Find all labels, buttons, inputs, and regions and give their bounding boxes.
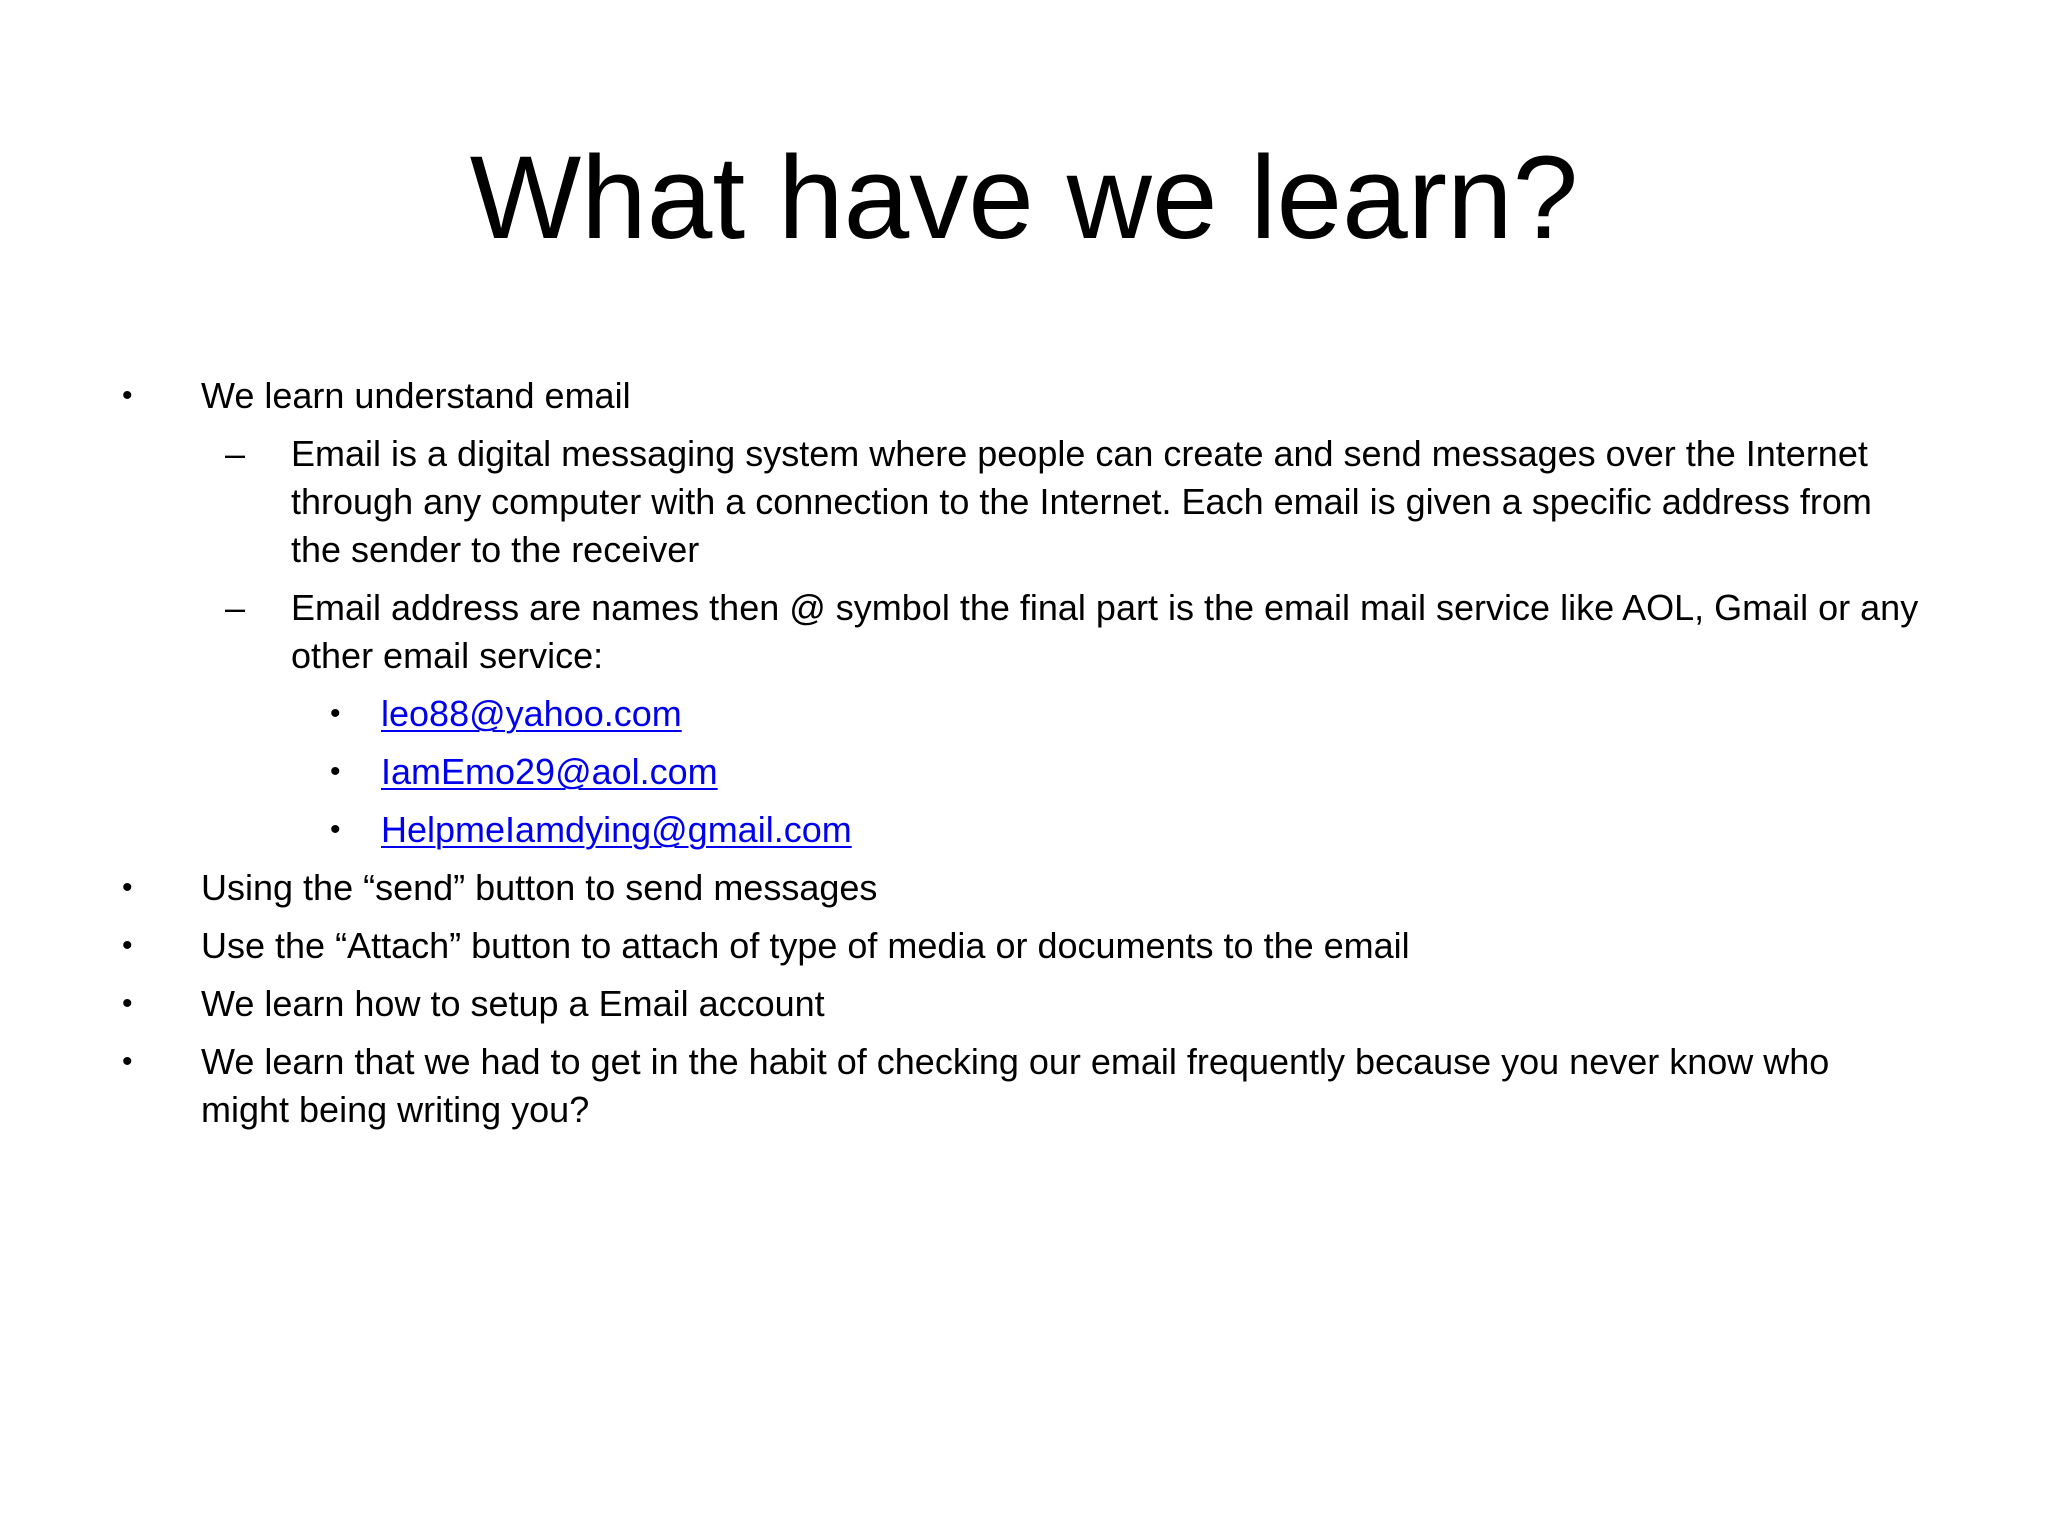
bullet-text: We learn understand email	[201, 375, 631, 416]
email-link-aol[interactable]: IamEmo29@aol.com	[381, 751, 718, 792]
bullet-text: Use the “Attach” button to attach of type of media or documents to the email	[201, 925, 1410, 966]
sub-bullet-line: Email address are names then @ symbol the final part is the email mail service like AOL, Gmail or any	[291, 587, 1919, 628]
bullet-marker: •	[122, 987, 133, 1020]
slide-title: What have we learn?	[469, 132, 1579, 264]
bullet-text: Using the “send” button to send messages	[201, 867, 878, 908]
bullet-text-line: We learn that we had to get in the habit of checking our email frequently because you never know who	[201, 1041, 1830, 1082]
dash-marker: –	[225, 433, 246, 474]
bullet-marker: •	[122, 1045, 133, 1078]
bullet-marker: •	[122, 379, 133, 412]
dash-marker: –	[225, 587, 246, 628]
bullet-marker: •	[330, 697, 341, 730]
sub-bullet-line: the sender to the receiver	[291, 529, 700, 570]
bullet-text-line: might being writing you?	[201, 1089, 590, 1130]
sub-bullet-line: Email is a digital messaging system where people can create and send messages over the Internet	[291, 433, 1868, 474]
bullet-marker: •	[330, 813, 341, 846]
email-link-gmail[interactable]: HelpmeIamdying@gmail.com	[381, 809, 852, 850]
email-link-yahoo[interactable]: leo88@yahoo.com	[381, 693, 682, 734]
bullet-marker: •	[330, 755, 341, 788]
sub-bullet-line: other email service:	[291, 635, 604, 676]
bullet-marker: •	[122, 871, 133, 904]
bullet-marker: •	[122, 929, 133, 962]
bullet-text: We learn how to setup a Email account	[201, 983, 825, 1024]
sub-bullet-line: through any computer with a connection to the Internet. Each email is given a specific address from	[291, 481, 1872, 522]
